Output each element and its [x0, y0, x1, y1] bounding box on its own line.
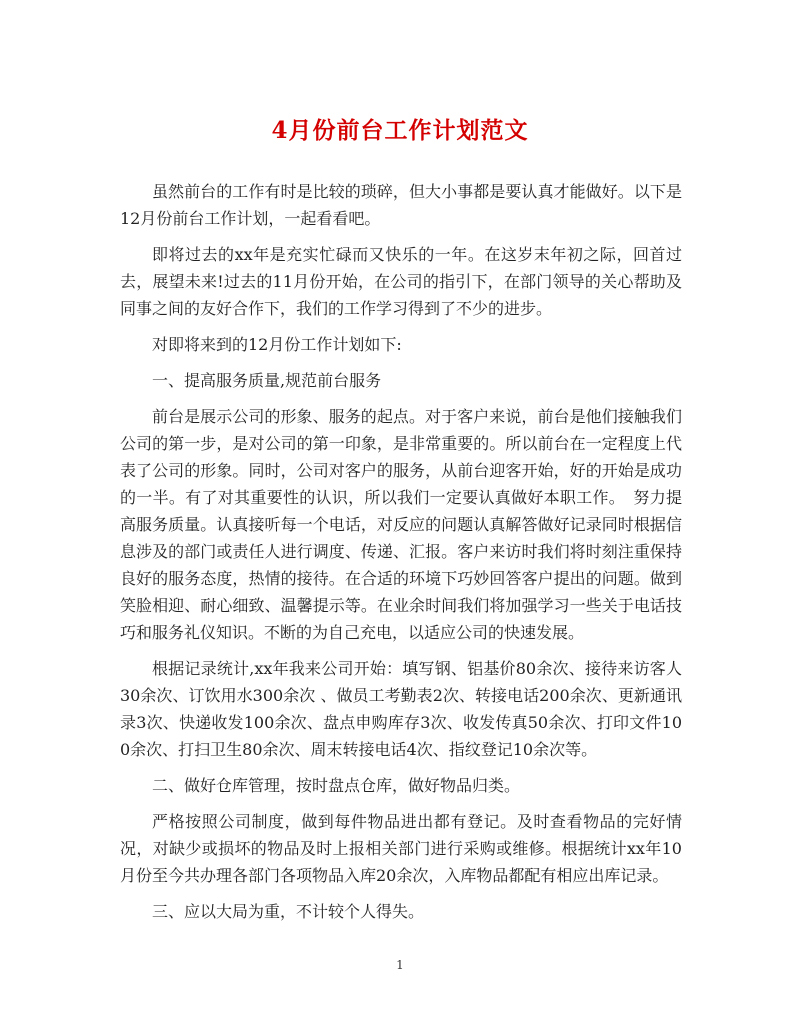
page-number: 1 [396, 958, 404, 972]
paragraph-review: 即将过去的xx年是充实忙碌而又快乐的一年。在这岁末年初之际，回首过去，展望未来!过去的11月份开始，在公司的指引下，在部门领导的关心帮助及同事之间的友好合作下，我们的工作学习得到了不少的进步。 [120, 245, 682, 318]
paragraph-intro: 虽然前台的工作有时是比较的琐碎，但大小事都是要认真才能做好。以下是12月份前台工作计划，一起看看吧。 [120, 182, 682, 228]
section-heading-2: 二、做好仓库管理，按时盘点仓库，做好物品归类。 [152, 776, 521, 795]
document-body [120, 178, 682, 934]
section-heading-1: 一、提高服务质量,规范前台服务 [152, 371, 382, 390]
paragraph-front-desk-service: 前台是展示公司的形象、服务的起点。对于客户来说，前台是他们接触我们公司的第一步，是对公司的第一印象，是非常重要的。所以前台在一定程度上代表了公司的形象。同时，公司对客户的服务，从前台迎客开始，好的开始是成功的一半。有了对其重要性的认识，所以我们一定要认真做好本职工作。 努力提高服务质量。认真接听每一个电话，对反应的问题认真解答做好记录同时根据信息涉及的部门或责任人进行调度、传递、汇报。客户来访时我们将时刻注重保持良好的服务态度，热情的接待。在合适的环境下巧妙回答客户提出的问题。做到笑脸相迎、耐心细致、温馨提示等。在业余时间我们将加强学习一些关于电话技巧和服务礼仪知识。不断的为自己充电，以适应公司的快速发展。 [120, 407, 682, 642]
paragraph-warehouse: 严格按照公司制度，做到每件物品进出都有登记。及时查看物品的完好情况，对缺少或损坏的物品及时上报相关部门进行采购或维修。根据统计xx年10月份至今共办理各部门各项物品入库20余次，入库物品都配有相应出库记录。 [120, 812, 682, 885]
paragraph-plan-lead: 对即将来到的12月份工作计划如下: [152, 335, 402, 354]
section-heading-3: 三、应以大局为重，不计较个人得失。 [152, 902, 425, 921]
document-title: 4月份前台工作计划范文 [271, 117, 529, 144]
paragraph-statistics: 根据记录统计,xx年我来公司开始：填写钢、铝基价80余次、接待来访客人30余次、订饮用水300余次 、做员工考勤表2次、转接电话200余次、更新通讯录3次、快递收发100余次、盘点申购库存3次、收发传真50余次、打印文件100余次、打扫卫生80余次、周末转接电话4次、指纹登记10余次等。 [120, 659, 682, 759]
